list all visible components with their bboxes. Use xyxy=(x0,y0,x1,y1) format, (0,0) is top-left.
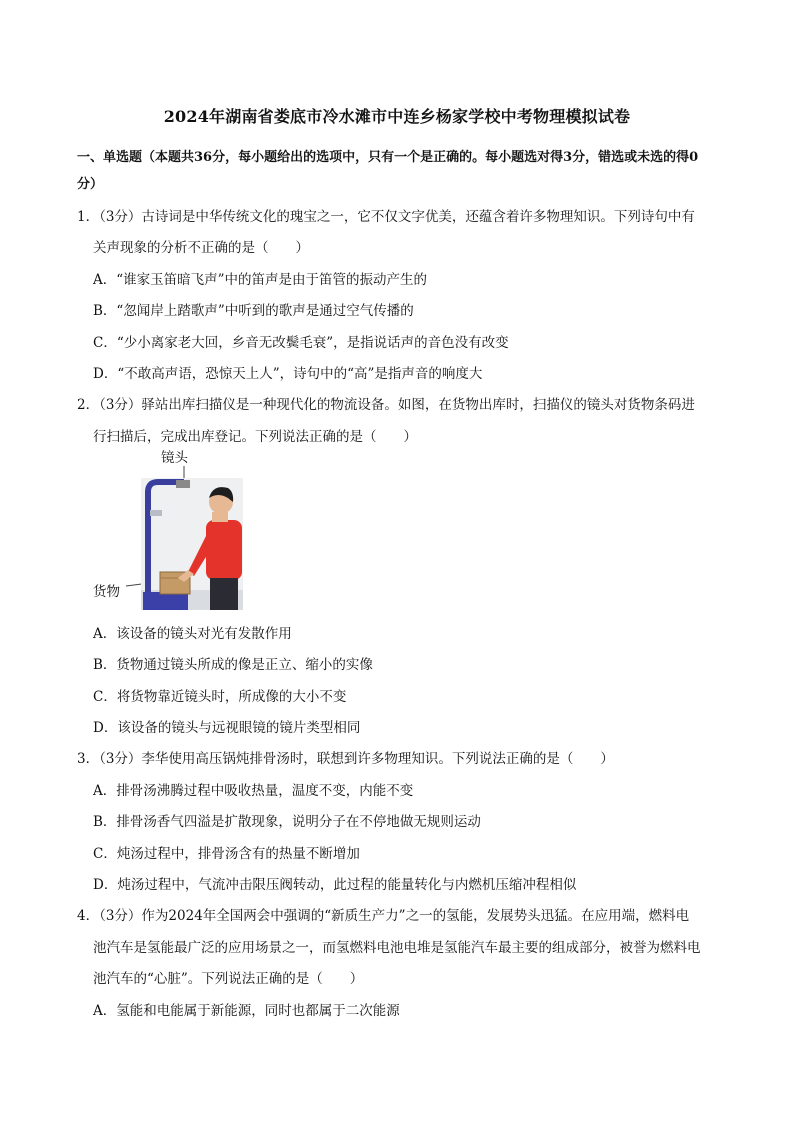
question-1-line-2: 关声现象的分析不正确的是（ ） xyxy=(93,240,309,256)
question-1-option-a: A．“谁家玉笛暗飞声”中的笛声是由于笛管的振动产生的 xyxy=(93,272,428,288)
question-2-line-2: 行扫描后，完成出库登记。下列说法正确的是（ ） xyxy=(93,429,417,445)
question-3-option-c: C．炖汤过程中，排骨汤含有的热量不断增加 xyxy=(93,846,360,862)
figure-label-lens: 镜头 xyxy=(161,450,188,466)
question-4-line-1: 4．（3分）作为2024年全国两会中强调的“新质生产力”之一的氢能，发展势头迅猛。在应用端，燃料电 xyxy=(77,908,690,924)
question-1-line-1: 1．（3分）古诗词是中华传统文化的瑰宝之一，它不仅文字优美，还蕴含着许多物理知识。下列诗句中有 xyxy=(77,209,695,225)
question-3-option-b: B．排骨汤香气四溢是扩散现象，说明分子在不停地做无规则运动 xyxy=(93,814,481,830)
scanner-figure xyxy=(88,440,258,615)
question-3-option-d: D．炖汤过程中，气流冲击限压阀转动，此过程的能量转化与内燃机压缩冲程相似 xyxy=(93,877,577,893)
question-4-option-a: A．氢能和电能属于新能源，同时也都属于二次能源 xyxy=(93,1003,400,1019)
question-3-line-1: 3．（3分）李华使用高压锅炖排骨汤时，联想到许多物理知识。下列说法正确的是（ ） xyxy=(77,751,614,767)
page-title: 2024年湖南省娄底市冷水滩市中连乡杨家学校中考物理模拟试卷 xyxy=(163,107,631,126)
question-1-option-b: B．“忽闻岸上踏歌声”中听到的歌声是通过空气传播的 xyxy=(93,303,414,319)
question-2-line-1: 2．（3分）驿站出库扫描仪是一种现代化的物流设备。如图，在货物出库时，扫描仪的镜头对货物条码进 xyxy=(77,397,695,413)
question-2-option-d: D．该设备的镜头与远视眼镜的镜片类型相同 xyxy=(93,720,361,736)
question-1-option-c: C．“少小离家老大回，乡音无改鬓毛衰”，是指说话声的音色没有改变 xyxy=(93,335,509,351)
question-2-option-b: B．货物通过镜头所成的像是正立、缩小的实像 xyxy=(93,657,373,673)
question-2-option-a: A．该设备的镜头对光有发散作用 xyxy=(93,626,292,642)
question-2-option-c: C．将货物靠近镜头时，所成像的大小不变 xyxy=(93,689,347,705)
figure-label-goods: 货物 xyxy=(93,584,120,600)
question-3-option-a: A．排骨汤沸腾过程中吸收热量，温度不变，内能不变 xyxy=(93,783,414,799)
section-heading: 一、单选题（本题共36分，每小题给出的选项中，只有一个是正确的。每小题选对得3分，错选或未选的得0分） xyxy=(77,150,699,192)
question-4-line-2: 池汽车是氢能最广泛的应用场景之一，而氢燃料电池电堆是氢能汽车最主要的组成部分，被誉为燃料电 xyxy=(93,940,701,956)
question-1-option-d: D．“不敢高声语，恐惊天上人”，诗句中的“高”是指声音的响度大 xyxy=(93,366,483,382)
question-4-line-3: 池汽车的“心脏”。下列说法正确的是（ ） xyxy=(93,971,364,987)
